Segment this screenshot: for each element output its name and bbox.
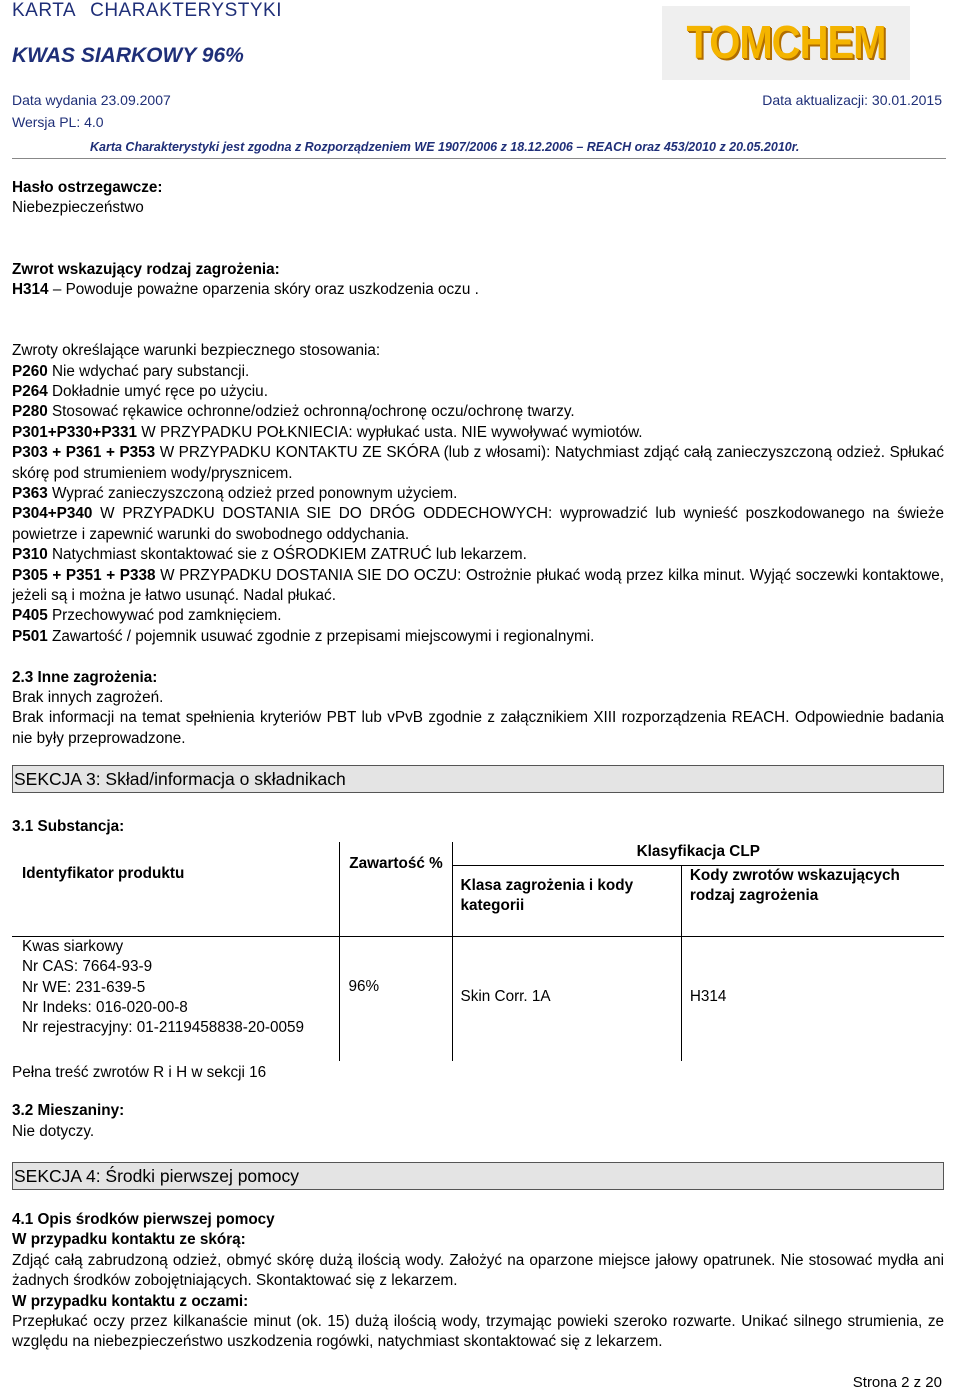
skin-contact-heading: W przypadku kontaktu ze skórą:: [12, 1231, 246, 1249]
issue-date: Data wydania 23.09.2007: [12, 92, 171, 108]
precautionary-item: P405 Przechowywać pod zamknięciem.: [12, 607, 282, 625]
col-header-codes: Kody zwrotów wskazujących rodzaj zagrożenia: [681, 865, 944, 936]
table-note: Pełna treść zwrotów R i H w sekcji 16: [12, 1063, 267, 1081]
precautionary-item: P260 Nie wdychać pary substancji.: [12, 362, 250, 380]
hazard-code: H314: [12, 281, 49, 298]
precautionary-item: P301+P330+P331 W PRZYPADKU POŁKNIECIA: wypłukać usta. NIE wywoływać wymiotów.: [12, 423, 643, 441]
precautionary-heading: Zwroty określające warunki bezpiecznego stosowania:: [12, 342, 381, 360]
col-header-class: Klasa zagrożenia i kody kategorii: [452, 865, 681, 936]
precautionary-item: P501 Zawartość / pojemnik usuwać zgodnie z przepisami miejscowymi i regionalnymi.: [12, 627, 595, 645]
composition-table: [12, 842, 944, 1083]
col-header-clp: Klasyfikacja CLP: [452, 842, 944, 866]
mixtures-heading: 3.2 Mieszaniny:: [12, 1102, 125, 1120]
precautionary-item: P305 + P351 + P338 W PRZYPADKU DOSTANIA SIE DO OCZU: Ostrożnie płukać wodą przez kilka minut. Wyjąć soczewki kontaktowe, jeżeli są i można je łatwo usunąć. Nadal płukać.: [12, 566, 944, 605]
document-title: [12, 0, 282, 22]
mixtures-value: Nie dotyczy.: [12, 1122, 95, 1140]
col-header-identifier: Identyfikator produktu: [12, 842, 340, 937]
company-logo: [662, 6, 910, 80]
precautionary-item: P264 Dokładnie umyć ręce po użyciu.: [12, 383, 268, 400]
logo-text: TOMCHEM: [686, 17, 886, 68]
page-number: Strona 2 z 20: [852, 1374, 942, 1391]
substance-heading: 3.1 Substancja:: [12, 818, 125, 836]
version: Wersja PL: 4.0: [12, 114, 104, 130]
eye-contact-text: Przepłukać oczy przez kilkanaście minut (ok. 15) dużą ilością wody, trzymając powieki szeroko rozwarte. Unikać silnego strumienia, ze względu na niebezpieczeństwo uszkodzenia rogówki, natychmiast skontaktować się z lekarzem.: [12, 1312, 944, 1351]
title-part-1: KARTA: [12, 0, 77, 21]
hazard-statement-heading: Zwrot wskazujący rodzaj zagrożenia:: [12, 260, 280, 278]
other-hazards-line: Brak innych zagrożeń.: [12, 689, 164, 707]
eye-contact-heading: W przypadku kontaktu z oczami:: [12, 1292, 249, 1310]
precautionary-item: P310 Natychmiast skontaktować sie z OŚRODKIEM ZATRUĆ lub lekarzem.: [12, 546, 527, 564]
header-divider: [12, 158, 946, 159]
table-row: [12, 936, 944, 1061]
precautionary-item: P304+P340 W PRZYPADKU DOSTANIA SIE DO DRÓG ODDECHOWYCH: wyprowadzić lub wynieść poszkodowanego na świeże powietrze i zapewnić warunki do swobodnego oddychania.: [12, 505, 944, 543]
cell-content: 96%: [340, 936, 452, 1061]
precautionary-item: P303 + P361 + P353 W PRZYPADKU KONTAKTU ZE SKÓRA (lub z włosami): Natychmiast zdjąć całą zanieczyszczoną odzież. Spłukać skórę pod strumieniem wody/prysznicem.: [12, 444, 945, 482]
cell-code: H314: [689, 987, 727, 1005]
update-date: Data aktualizacji: 30.01.2015: [762, 92, 942, 108]
signal-word-heading: Hasło ostrzegawcze:: [12, 179, 163, 196]
signal-word-value: Niebezpieczeństwo: [12, 199, 144, 217]
cell-identifier: Kwas siarkowy Nr CAS: 7664-93-9 Nr WE: 231-639-5 Nr Indeks: 016-020-00-8 Nr rejestracyjny: 01-2119458838-20-0059: [12, 936, 340, 1061]
precautionary-item: P363 Wyprać zanieczyszczoną odzież przed ponownym użyciem.: [12, 485, 458, 503]
other-hazards-line: Brak informacji na temat spełnienia kryteriów PBT lub vPvB zgodnie z załącznikiem XIII rozporządzenia REACH. Odpowiednie badania nie były przeprowadzone.: [12, 709, 944, 747]
hazard-text: – Powoduje poważne oparzenia skóry oraz uszkodzenia oczu .: [48, 281, 479, 298]
skin-contact-text: Zdjąć całą zabrudzoną odzież, obmyć skórę dużą ilością wody. Założyć na oparzone miejsce jałowy opatrunek. Nie stosować mydła ani żadnych środków zobojętniających. Skontaktować się z lekarzem.: [12, 1251, 944, 1290]
title-part-2: CHARAKTERYSTYKI: [90, 0, 283, 21]
compliance-note: Karta Charakterystyki jest zgodna z Rozporządzeniem WE 1907/2006 z 18.12.2006 – REACH oraz 453/2010 z 20.05.2010r.: [90, 140, 800, 154]
section-4-bar: SEKCJA 4: Środki pierwszej pomocy: [12, 1162, 944, 1190]
section-3-bar: SEKCJA 3: Skład/informacja o składnikach: [12, 765, 944, 793]
first-aid-heading: 4.1 Opis środków pierwszej pomocy: [12, 1210, 275, 1228]
other-hazards-heading: 2.3 Inne zagrożenia:: [12, 668, 158, 686]
page-content: [12, 178, 944, 1353]
precautionary-item: P280 Stosować rękawice ochronne/odzież ochronną/ochronę oczu/ochronę twarzy.: [12, 403, 575, 421]
product-name: KWAS SIARKOWY 96%: [12, 44, 244, 67]
hazard-statement: [12, 280, 944, 300]
precautionary-list: [12, 362, 944, 648]
col-header-content: Zawartość %: [340, 842, 452, 937]
cell-class: Skin Corr. 1A: [452, 936, 681, 1061]
